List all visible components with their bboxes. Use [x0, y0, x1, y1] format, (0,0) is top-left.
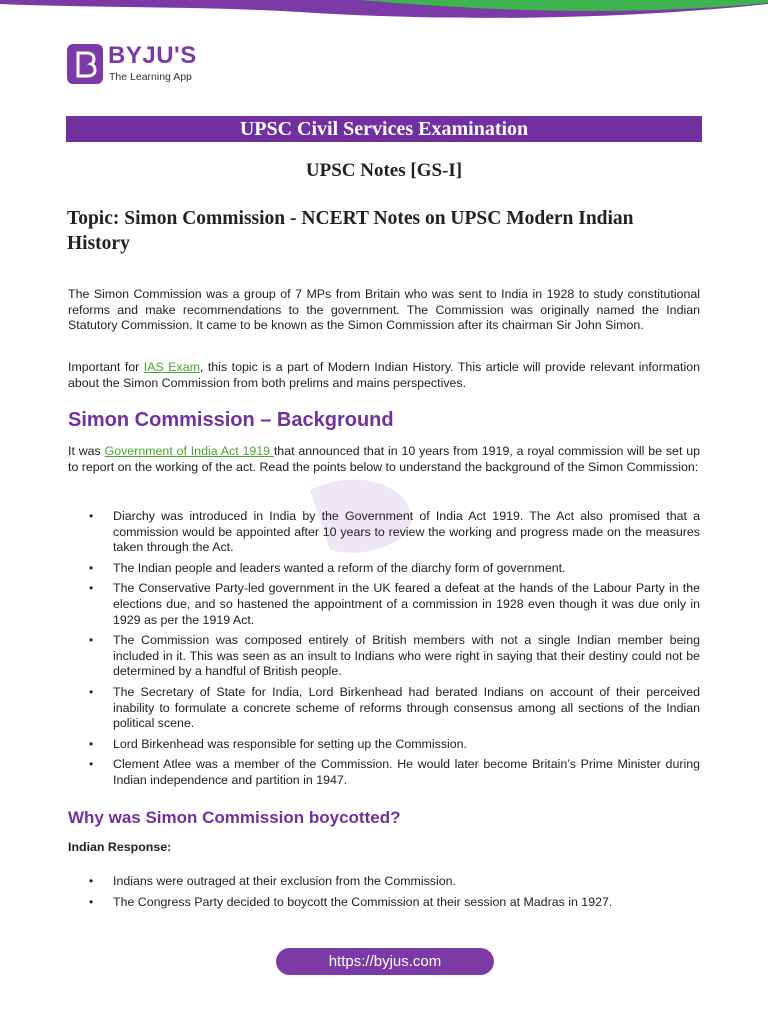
list-item-text: Diarchy was introduced in India by the Government of India Act 1919. The Act also promised that a commission would be appointed after 10 years to review the working and progress made on the measures taken through the Act.: [113, 509, 700, 555]
exam-banner: UPSC Civil Services Examination: [66, 116, 702, 142]
list-item: [68, 581, 700, 628]
background-bullet-list: [68, 509, 700, 794]
bullet-icon: •: [89, 509, 94, 523]
bullet-icon: •: [89, 633, 94, 648]
ias-exam-link[interactable]: IAS Exam: [143, 360, 200, 374]
bullet-icon: •: [89, 560, 94, 575]
list-item: [68, 737, 700, 753]
boycott-heading: Why was Simon Commission boycotted?: [68, 808, 401, 827]
bullet-icon: •: [89, 736, 94, 751]
logo-b-icon: [67, 44, 103, 84]
footer-url-link[interactable]: https://byjus.com: [276, 948, 494, 975]
background-heading: Simon Commission – Background: [68, 409, 394, 431]
important-paragraph: [68, 360, 700, 391]
notes-subtitle: UPSC Notes [GS-I]: [305, 160, 463, 181]
boycott-bullet-list: [68, 874, 700, 915]
brand-tagline: The Learning App: [109, 71, 192, 83]
bullet-icon: •: [89, 684, 94, 699]
background-text-before: It was: [68, 444, 105, 458]
byjus-logo[interactable]: [67, 44, 217, 86]
important-text-after: , this topic is a part of Modern Indian History. This article will provide relevant information about the Simon Commission from both prelims and mains perspectives.: [68, 360, 700, 390]
list-item-text: The Commission was composed entirely of British members with not a single Indian member being included in it. This was seen as an insult to Indians who were right in saying that their destiny could not be determined by a handful of British people.: [113, 633, 700, 679]
list-item: [68, 509, 700, 556]
list-item: [68, 561, 700, 577]
bullet-icon: •: [89, 757, 94, 772]
list-item-text: The Conservative Party-led government in the UK feared a defeat at the hands of the Labour Party in the elections due, and so hastened the appointment of a commission in 1928 even though it was due only in 1929 as per the 1919 Act.: [113, 581, 700, 627]
list-item: [68, 633, 700, 680]
list-item-text: Indians were outraged at their exclusion from the Commission.: [113, 874, 456, 888]
list-item-text: The Secretary of State for India, Lord Birkenhead had berated Indians on account of their perceived inability to formulate a concrete scheme of reforms through consensus among all sections of the Indian political scene.: [113, 684, 700, 731]
top-wave-decoration: [0, 0, 768, 22]
list-item-text: Lord Birkenhead was responsible for setting up the Commission.: [113, 736, 468, 751]
list-item: [68, 757, 700, 788]
intro-paragraph: The Simon Commission was a group of 7 MPs from Britain who was sent to India in 1928 to study constitutional reforms and make recommendations to the government. The Commission was originally named the Indian Statutory Commission. It came to be known as the Simon Commission after its chairman Sir John Simon.: [68, 287, 700, 333]
list-item-text: The Indian people and leaders wanted a reform of the diarchy form of government.: [113, 560, 566, 575]
bullet-icon: •: [89, 581, 94, 596]
bullet-icon: •: [89, 874, 94, 888]
list-item: [68, 874, 700, 890]
goi-act-1919-link[interactable]: Government of India Act 1919: [104, 444, 274, 458]
topic-title: Topic: Simon Commission - NCERT Notes on UPSC Modern Indian History: [67, 208, 634, 254]
brand-name: BYJU'S: [108, 42, 197, 69]
list-item: [68, 685, 700, 732]
bullet-icon: •: [89, 894, 94, 909]
list-item-text: Clement Atlee was a member of the Commission. He would later become Britain’s Prime Minister during Indian independence and partition in 1947.: [113, 757, 700, 787]
background-text-after: that announced that in 10 years from 1919, a royal commission will be set up to report on the working of the act. Read the points below to understand the background of the Simon Commission:: [68, 444, 700, 474]
list-item: [68, 895, 700, 911]
list-item-text: The Congress Party decided to boycott the Commission at their session at Madras in 1927.: [113, 894, 613, 909]
important-text-before: Important for: [68, 360, 144, 374]
indian-response-label: Indian Response:: [68, 840, 172, 854]
